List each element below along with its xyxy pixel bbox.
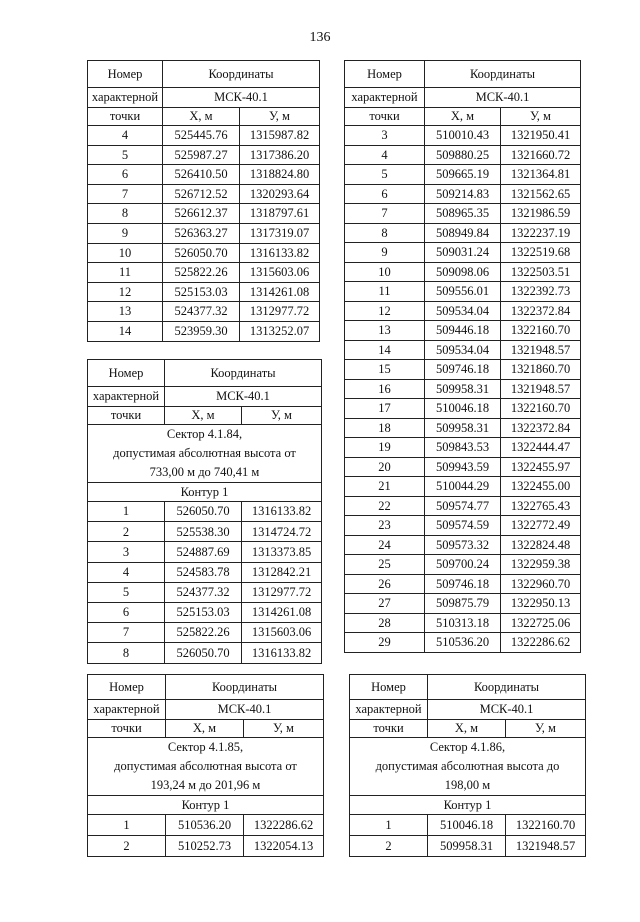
x-value: 510046.18 (425, 399, 501, 419)
x-value: 510046.18 (428, 815, 506, 836)
table-row (345, 243, 581, 263)
table-row (88, 522, 322, 542)
y-value: 1321948.57 (501, 379, 581, 399)
x-value: 509958.31 (425, 418, 501, 438)
point-number: 5 (345, 165, 425, 185)
x-value: 526363.27 (163, 223, 240, 243)
coordinates-table-2 (344, 60, 581, 653)
y-value: 1322444.47 (501, 438, 581, 458)
y-value: 1322455.00 (501, 477, 581, 497)
x-value: 509843.53 (425, 438, 501, 458)
header-system: МСК-40.1 (166, 700, 324, 720)
x-value: 526612.37 (163, 204, 240, 224)
table-row (88, 145, 320, 165)
header-points: точки (88, 108, 163, 126)
header-x: Х, м (165, 407, 242, 425)
coordinates-table-5 (349, 674, 586, 857)
header-characteristic: характерной (88, 700, 166, 720)
x-value: 510536.20 (425, 633, 501, 653)
header-points: точки (350, 720, 428, 738)
point-number: 11 (88, 263, 163, 283)
y-value: 1321986.59 (501, 204, 581, 224)
x-value: 525538.30 (165, 522, 242, 542)
table-row (88, 126, 320, 146)
x-value: 524887.69 (165, 542, 242, 562)
contour-label: Контур 1 (88, 483, 322, 502)
header-characteristic: характерной (345, 88, 425, 108)
table-row (345, 262, 581, 282)
x-value: 509214.83 (425, 184, 501, 204)
point-number: 12 (88, 282, 163, 302)
header-coordinates: Координаты (428, 675, 586, 700)
x-value: 525153.03 (163, 282, 240, 302)
table-row (345, 340, 581, 360)
table-row (345, 184, 581, 204)
point-number: 1 (88, 502, 165, 522)
table-row (345, 633, 581, 653)
y-value: 1312977.72 (242, 582, 322, 602)
header-coordinates: Координаты (166, 675, 324, 700)
y-value: 1312977.72 (240, 302, 320, 322)
x-value: 509574.77 (425, 496, 501, 516)
point-number: 5 (88, 582, 165, 602)
table-row (88, 263, 320, 283)
point-number: 3 (88, 542, 165, 562)
header-points: точки (345, 108, 425, 126)
table-row (345, 204, 581, 224)
y-value: 1316133.82 (242, 502, 322, 522)
header-x: Х, м (428, 720, 506, 738)
page-number: 136 (309, 30, 331, 45)
point-number: 2 (88, 522, 165, 542)
point-number: 5 (88, 145, 163, 165)
header-characteristic: характерной (350, 700, 428, 720)
point-number: 8 (88, 643, 165, 663)
header-number: Номер (88, 360, 165, 387)
x-value: 526050.70 (165, 643, 242, 663)
table-row (88, 582, 322, 602)
table-row (88, 643, 322, 663)
header-x: Х, м (166, 720, 244, 738)
x-value: 509446.18 (425, 321, 501, 341)
y-value: 1316133.82 (242, 643, 322, 663)
sector-height-line-1: допустимая абсолютная высота от (113, 446, 296, 460)
table-row (88, 502, 322, 522)
table-row (88, 165, 320, 185)
point-number: 14 (88, 321, 163, 341)
y-value: 1322160.70 (501, 321, 581, 341)
x-value: 510252.73 (166, 836, 244, 857)
header-points: точки (88, 720, 166, 738)
table-row (350, 836, 586, 857)
x-value: 509700.24 (425, 555, 501, 575)
x-value: 509880.25 (425, 145, 501, 165)
sector-title: Сектор 4.1.84, (166, 427, 243, 441)
point-number: 7 (88, 623, 165, 643)
point-number: 10 (345, 262, 425, 282)
point-number: 1 (88, 815, 166, 836)
point-number: 8 (88, 204, 163, 224)
point-number: 14 (345, 340, 425, 360)
x-value: 508965.35 (425, 204, 501, 224)
y-value: 1316133.82 (240, 243, 320, 263)
table-row (88, 602, 322, 622)
point-number: 26 (345, 574, 425, 594)
sector-description (88, 738, 324, 796)
y-value: 1320293.64 (240, 184, 320, 204)
table-row (88, 282, 320, 302)
y-value: 1322950.13 (501, 594, 581, 614)
table-row (345, 145, 581, 165)
x-value: 509875.79 (425, 594, 501, 614)
sector-height-line-2: 733,00 м до 740,41 м (149, 465, 260, 479)
header-y: У, м (501, 108, 581, 126)
y-value: 1318824.80 (240, 165, 320, 185)
y-value: 1313252.07 (240, 321, 320, 341)
table-row (345, 379, 581, 399)
x-value: 526050.70 (165, 502, 242, 522)
y-value: 1315987.82 (240, 126, 320, 146)
table-row (88, 302, 320, 322)
y-value: 1321950.41 (501, 126, 581, 146)
sector-description (88, 425, 322, 483)
table-row (345, 594, 581, 614)
table-row (88, 815, 324, 836)
x-value: 525822.26 (163, 263, 240, 283)
point-number: 29 (345, 633, 425, 653)
y-value: 1322455.97 (501, 457, 581, 477)
table-row (345, 457, 581, 477)
table-row (88, 223, 320, 243)
x-value: 510044.29 (425, 477, 501, 497)
sector-height-line-2: 198,00 м (444, 778, 491, 792)
point-number: 13 (88, 302, 163, 322)
point-number: 2 (88, 836, 166, 857)
point-number: 12 (345, 301, 425, 321)
y-value: 1318797.61 (240, 204, 320, 224)
table-row (345, 126, 581, 146)
y-value: 1321948.57 (506, 836, 586, 857)
x-value: 509665.19 (425, 165, 501, 185)
x-value: 509534.04 (425, 340, 501, 360)
y-value: 1314261.08 (240, 282, 320, 302)
y-value: 1312842.21 (242, 562, 322, 582)
point-number: 17 (345, 399, 425, 419)
point-number: 6 (345, 184, 425, 204)
table-row (345, 418, 581, 438)
y-value: 1322160.70 (506, 815, 586, 836)
point-number: 18 (345, 418, 425, 438)
sector-height-line-2: 193,24 м до 201,96 м (150, 778, 261, 792)
sector-height-line-1: допустимая абсолютная высота до (375, 759, 560, 773)
header-coordinates: Координаты (163, 61, 320, 88)
y-value: 1314724.72 (242, 522, 322, 542)
header-points: точки (88, 407, 165, 425)
coordinates-table-1 (87, 60, 320, 342)
y-value: 1322960.70 (501, 574, 581, 594)
table-row (345, 321, 581, 341)
point-number: 7 (88, 184, 163, 204)
table-row (345, 282, 581, 302)
point-number: 28 (345, 613, 425, 633)
point-number: 4 (88, 126, 163, 146)
header-system: МСК-40.1 (165, 387, 322, 407)
x-value: 509943.59 (425, 457, 501, 477)
header-y: У, м (240, 108, 320, 126)
x-value: 524377.32 (163, 302, 240, 322)
x-value: 508949.84 (425, 223, 501, 243)
table-row (345, 223, 581, 243)
sector-title: Сектор 4.1.86, (429, 740, 506, 754)
header-system: МСК-40.1 (425, 88, 581, 108)
header-y: У, м (242, 407, 322, 425)
y-value: 1321660.72 (501, 145, 581, 165)
point-number: 15 (345, 360, 425, 380)
table-row (345, 477, 581, 497)
header-number: Номер (88, 675, 166, 700)
x-value: 509746.18 (425, 574, 501, 594)
y-value: 1322772.49 (501, 516, 581, 536)
y-value: 1321562.65 (501, 184, 581, 204)
x-value: 523959.30 (163, 321, 240, 341)
point-number: 6 (88, 602, 165, 622)
y-value: 1322503.51 (501, 262, 581, 282)
y-value: 1322959.38 (501, 555, 581, 575)
y-value: 1322286.62 (244, 815, 324, 836)
y-value: 1322372.84 (501, 301, 581, 321)
table-row (88, 321, 320, 341)
point-number: 25 (345, 555, 425, 575)
coordinates-table-3 (87, 359, 322, 664)
sector-title: Сектор 4.1.85, (167, 740, 244, 754)
x-value: 524377.32 (165, 582, 242, 602)
point-number: 27 (345, 594, 425, 614)
y-value: 1322372.84 (501, 418, 581, 438)
point-number: 11 (345, 282, 425, 302)
point-number: 16 (345, 379, 425, 399)
table-row (345, 574, 581, 594)
x-value: 509958.31 (425, 379, 501, 399)
table-row (88, 836, 324, 857)
x-value: 526712.52 (163, 184, 240, 204)
x-value: 525822.26 (165, 623, 242, 643)
point-number: 13 (345, 321, 425, 341)
x-value: 509031.24 (425, 243, 501, 263)
y-value: 1322286.62 (501, 633, 581, 653)
point-number: 24 (345, 535, 425, 555)
point-number: 23 (345, 516, 425, 536)
x-value: 524583.78 (165, 562, 242, 582)
x-value: 525153.03 (165, 602, 242, 622)
coordinates-table-4 (87, 674, 324, 857)
point-number: 10 (88, 243, 163, 263)
point-number: 4 (345, 145, 425, 165)
header-system: МСК-40.1 (163, 88, 320, 108)
x-value: 525445.76 (163, 126, 240, 146)
header-y: У, м (244, 720, 324, 738)
contour-label: Контур 1 (88, 796, 324, 815)
x-value: 510313.18 (425, 613, 501, 633)
table-row (88, 623, 322, 643)
table-row (88, 562, 322, 582)
table-row (345, 516, 581, 536)
y-value: 1322237.19 (501, 223, 581, 243)
header-coordinates: Координаты (165, 360, 322, 387)
point-number: 8 (345, 223, 425, 243)
x-value: 509573.32 (425, 535, 501, 555)
sector-description (350, 738, 586, 796)
table-row (345, 613, 581, 633)
y-value: 1322160.70 (501, 399, 581, 419)
x-value: 509534.04 (425, 301, 501, 321)
point-number: 4 (88, 562, 165, 582)
point-number: 21 (345, 477, 425, 497)
y-value: 1322054.13 (244, 836, 324, 857)
y-value: 1322519.68 (501, 243, 581, 263)
point-number: 7 (345, 204, 425, 224)
header-x: Х, м (425, 108, 501, 126)
table-row (88, 542, 322, 562)
x-value: 509958.31 (428, 836, 506, 857)
header-characteristic: характерной (88, 88, 163, 108)
header-number: Номер (345, 61, 425, 88)
point-number: 22 (345, 496, 425, 516)
y-value: 1317386.20 (240, 145, 320, 165)
header-y: У, м (506, 720, 586, 738)
y-value: 1321948.57 (501, 340, 581, 360)
header-x: Х, м (163, 108, 240, 126)
table-row (345, 496, 581, 516)
table-row (345, 535, 581, 555)
x-value: 526050.70 (163, 243, 240, 263)
x-value: 509746.18 (425, 360, 501, 380)
point-number: 19 (345, 438, 425, 458)
y-value: 1322765.43 (501, 496, 581, 516)
y-value: 1322725.06 (501, 613, 581, 633)
y-value: 1315603.06 (242, 623, 322, 643)
point-number: 9 (88, 223, 163, 243)
x-value: 510536.20 (166, 815, 244, 836)
x-value: 509556.01 (425, 282, 501, 302)
y-value: 1314261.08 (242, 602, 322, 622)
point-number: 6 (88, 165, 163, 185)
header-number: Номер (88, 61, 163, 88)
y-value: 1322824.48 (501, 535, 581, 555)
y-value: 1321364.81 (501, 165, 581, 185)
x-value: 526410.50 (163, 165, 240, 185)
point-number: 9 (345, 243, 425, 263)
header-number: Номер (350, 675, 428, 700)
table-row (345, 555, 581, 575)
table-row (88, 204, 320, 224)
header-coordinates: Координаты (425, 61, 581, 88)
x-value: 510010.43 (425, 126, 501, 146)
sector-height-line-1: допустимая абсолютная высота от (114, 759, 297, 773)
table-row (345, 399, 581, 419)
y-value: 1321860.70 (501, 360, 581, 380)
x-value: 509574.59 (425, 516, 501, 536)
header-system: МСК-40.1 (428, 700, 586, 720)
y-value: 1322392.73 (501, 282, 581, 302)
x-value: 525987.27 (163, 145, 240, 165)
y-value: 1313373.85 (242, 542, 322, 562)
point-number: 3 (345, 126, 425, 146)
x-value: 509098.06 (425, 262, 501, 282)
point-number: 2 (350, 836, 428, 857)
table-row (88, 243, 320, 263)
y-value: 1315603.06 (240, 263, 320, 283)
table-row (345, 165, 581, 185)
y-value: 1317319.07 (240, 223, 320, 243)
table-row (345, 301, 581, 321)
point-number: 20 (345, 457, 425, 477)
table-row (88, 184, 320, 204)
table-row (350, 815, 586, 836)
table-row (345, 438, 581, 458)
header-characteristic: характерной (88, 387, 165, 407)
point-number: 1 (350, 815, 428, 836)
table-row (345, 360, 581, 380)
contour-label: Контур 1 (350, 796, 586, 815)
